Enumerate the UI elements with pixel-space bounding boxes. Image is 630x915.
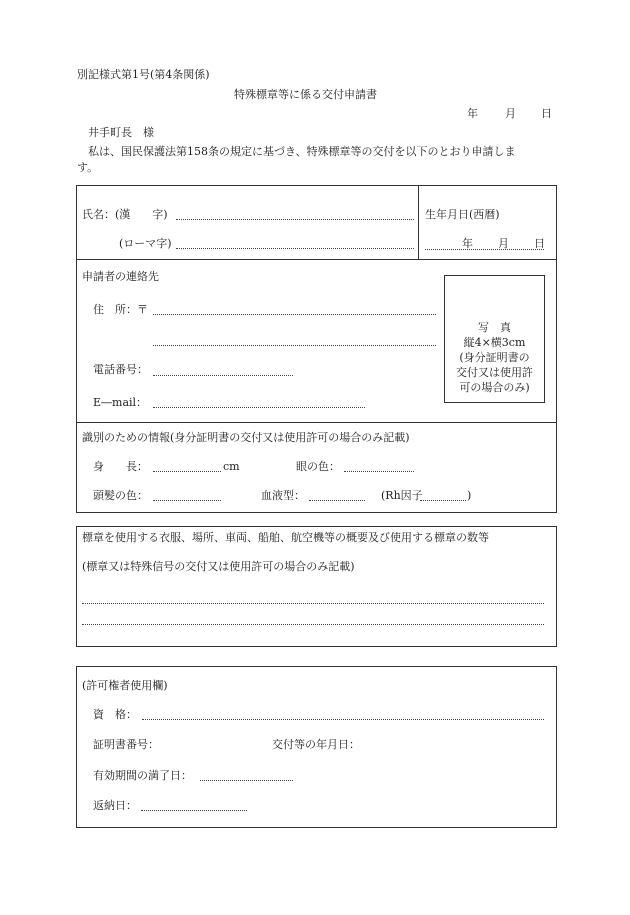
photo-line-5: 可の場合のみ)	[459, 381, 530, 394]
phone-field[interactable]	[153, 375, 293, 376]
intro-line-2: す。	[77, 161, 99, 174]
birthdate-field[interactable]	[425, 249, 544, 250]
name-birth-divider	[418, 185, 419, 259]
address-field-2[interactable]	[153, 345, 436, 346]
photo-instructions	[444, 320, 545, 395]
date-year-label: 年	[467, 107, 478, 120]
certificate-number-label: 証明書番号：	[93, 738, 159, 751]
height-label: 身 長：	[93, 460, 148, 473]
usage-note: (標章又は特殊信号の交付又は使用許可の場合のみ記載)	[82, 560, 355, 573]
usage-field-1[interactable]	[82, 603, 544, 604]
eye-color-field[interactable]	[344, 471, 414, 472]
blood-type-label: 血液型：	[261, 489, 305, 502]
address-label: 住 所：〒	[93, 303, 148, 316]
email-label: E―mail：	[93, 396, 148, 409]
date-day-label: 日	[541, 107, 552, 120]
birth-year-label: 年	[462, 237, 473, 250]
photo-line-1: 写 真	[478, 321, 511, 334]
qualification-label: 資 格：	[93, 708, 137, 721]
blood-type-field[interactable]	[309, 500, 365, 501]
authority-heading: (許可権者使用欄)	[82, 679, 168, 692]
name-kanji-label: 氏名：(漢 字)	[82, 208, 168, 221]
intro-line-1: 私は、国民保護法第158条の規定に基づき、特殊標章等の交付を以下のとおり申請しま	[88, 145, 516, 158]
form-number: 別記様式第1号(第4条関係)	[77, 68, 210, 81]
expiry-date-field[interactable]	[200, 780, 293, 781]
rh-factor-field[interactable]	[420, 500, 466, 501]
name-kanji-field[interactable]	[176, 219, 414, 220]
issue-date-label: 交付等の年月日：	[272, 738, 360, 751]
identification-heading: 識別のための情報(身分証明書の交付又は使用許可の場合のみ記載)	[82, 431, 410, 444]
birthdate-label: 生年月日(西暦)	[425, 208, 500, 221]
usage-description: 標章を使用する衣服、場所、車両、船舶、航空機等の概要及び使用する標章の数等	[82, 531, 489, 544]
birth-month-label: 月	[498, 237, 509, 250]
return-date-label: 返納日：	[93, 799, 137, 812]
expiry-date-label: 有効期間の満了日：	[93, 769, 192, 782]
usage-field-2[interactable]	[82, 624, 544, 625]
hair-color-label: 頭髪の色：	[93, 489, 148, 502]
hair-color-field[interactable]	[153, 500, 221, 501]
rh-factor-label: (Rh因子	[381, 489, 423, 502]
section-divider-1	[76, 259, 557, 260]
form-title: 特殊標章等に係る交付申請書	[234, 88, 377, 101]
phone-label: 電話番号：	[93, 363, 148, 376]
height-unit: cm	[223, 460, 240, 473]
photo-line-2: 縦4×横3cm	[463, 336, 526, 349]
addressee: 井手町長 様	[88, 126, 154, 139]
name-romaji-field[interactable]	[176, 248, 414, 249]
height-field[interactable]	[153, 471, 221, 472]
return-date-field[interactable]	[141, 810, 247, 811]
photo-line-3: (身分証明書の	[459, 351, 530, 364]
rh-factor-close: )	[467, 489, 472, 502]
date-month-label: 月	[505, 107, 516, 120]
name-romaji-label: (ローマ字)	[119, 237, 172, 250]
email-field[interactable]	[153, 407, 365, 408]
qualification-field[interactable]	[142, 719, 544, 720]
contact-heading: 申請者の連絡先	[82, 270, 159, 283]
address-field-1[interactable]	[153, 314, 436, 315]
section-divider-2	[76, 422, 557, 423]
eye-color-label: 眼の色：	[296, 460, 340, 473]
photo-line-4: 交付又は使用許	[456, 366, 533, 379]
birth-day-label: 日	[534, 237, 545, 250]
